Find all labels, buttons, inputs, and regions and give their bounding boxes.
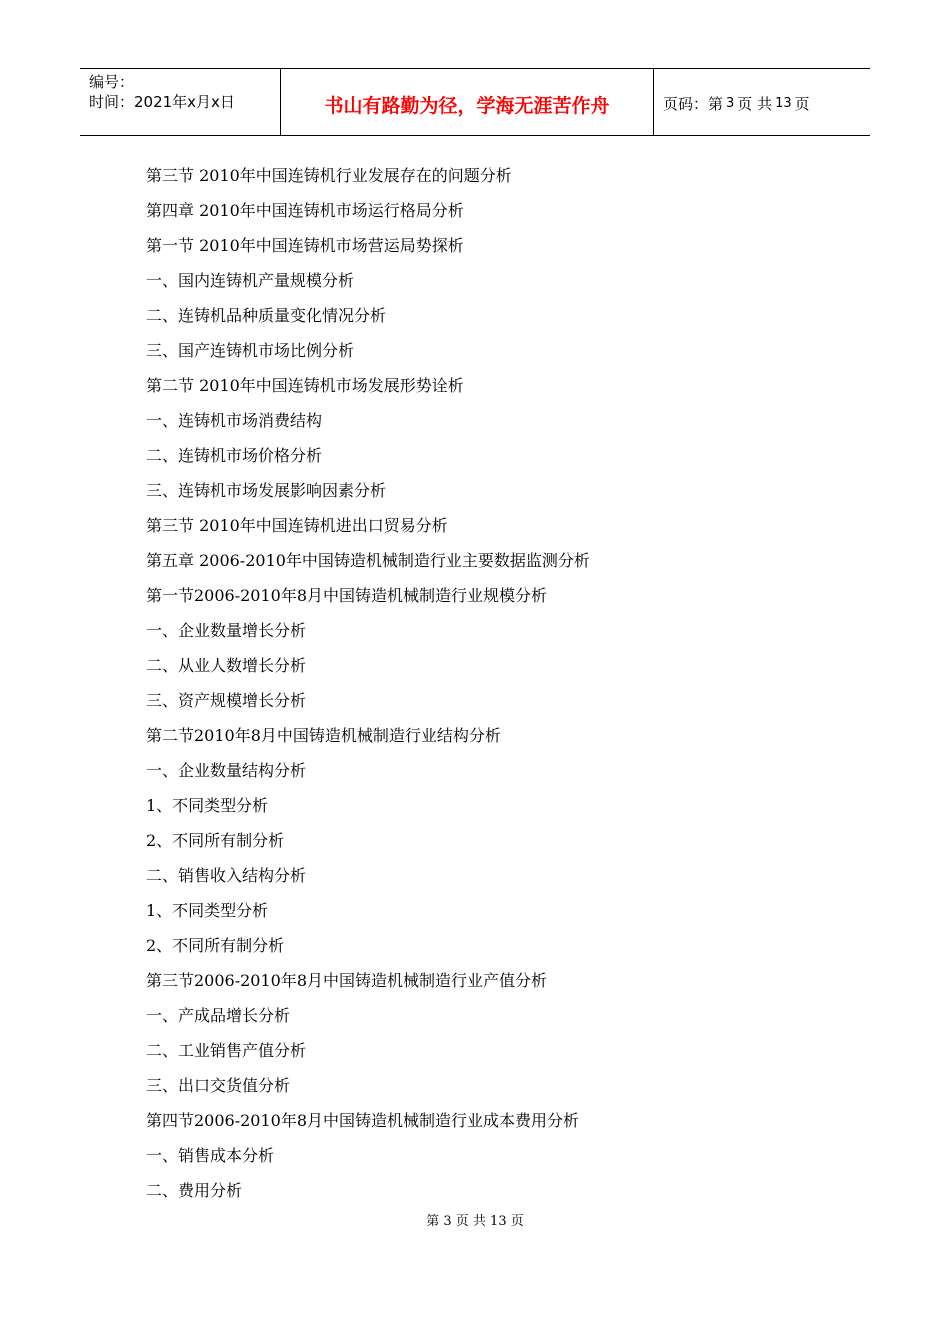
toc-item: 2、不同所有制分析 [146,831,285,850]
toc-item: 二、连铸机品种质量变化情况分析 [146,306,387,325]
toc-item: 二、费用分析 [146,1181,243,1200]
toc-item: 二、工业销售产值分析 [146,1041,307,1060]
toc-item: 一、企业数量结构分析 [146,761,307,780]
page-total: 13 [775,96,792,111]
toc-item: 二、从业人数增长分析 [146,656,307,675]
header-meta-cell [80,69,281,135]
page-header [80,68,870,136]
toc-item: 第三节 2010年中国连铸机行业发展存在的问题分析 [146,166,512,185]
page-prefix: 页码：第 [663,95,724,113]
toc-item: 2、不同所有制分析 [146,936,285,955]
toc-item: 三、资产规模增长分析 [146,691,307,710]
toc-item: 三、国产连铸机市场比例分析 [146,341,355,360]
toc-item: 第二节2010年8月中国铸造机械制造行业结构分析 [146,726,501,745]
toc-item: 二、销售收入结构分析 [146,866,307,885]
page-suffix: 页 [794,95,810,113]
toc-item: 一、企业数量增长分析 [146,621,307,640]
toc-item: 第三节 2010年中国连铸机进出口贸易分析 [146,516,448,535]
toc-item: 第五章 2006-2010年中国铸造机械制造行业主要数据监测分析 [146,551,590,570]
toc-item: 第四章 2010年中国连铸机市场运行格局分析 [146,201,464,220]
toc-item: 一、销售成本分析 [146,1146,275,1165]
toc-item: 第三节2006-2010年8月中国铸造机械制造行业产值分析 [146,971,548,990]
toc-item: 三、连铸机市场发展影响因素分析 [146,481,387,500]
toc-item: 第一节 2010年中国连铸机市场营运局势探析 [146,236,464,255]
toc-item: 1、不同类型分析 [146,901,269,920]
page-current: 3 [726,96,735,111]
toc-item: 第一节2006-2010年8月中国铸造机械制造行业规模分析 [146,586,548,605]
toc-item: 三、出口交货值分析 [146,1076,291,1095]
header-motto: 书山有路勤为径，学海无涯苦作舟 [281,69,654,135]
toc-item: 1、不同类型分析 [146,796,269,815]
toc-item: 第二节 2010年中国连铸机市场发展形势诠析 [146,376,464,395]
toc-item: 第四节2006-2010年8月中国铸造机械制造行业成本费用分析 [146,1111,580,1130]
toc-item: 一、产成品增长分析 [146,1006,291,1025]
document-date: 时间：2021年x月x日 [89,93,235,111]
toc-item: 一、国内连铸机产量规模分析 [146,271,355,290]
header-page-info [654,69,870,135]
document-number-label: 编号： [89,73,135,91]
table-of-contents [146,158,846,1208]
page-footer: 第 3 页 共 13 页 [426,1214,524,1229]
toc-item: 一、连铸机市场消费结构 [146,411,323,430]
toc-item: 二、连铸机市场价格分析 [146,446,323,465]
page-middle: 页 共 [737,95,773,113]
